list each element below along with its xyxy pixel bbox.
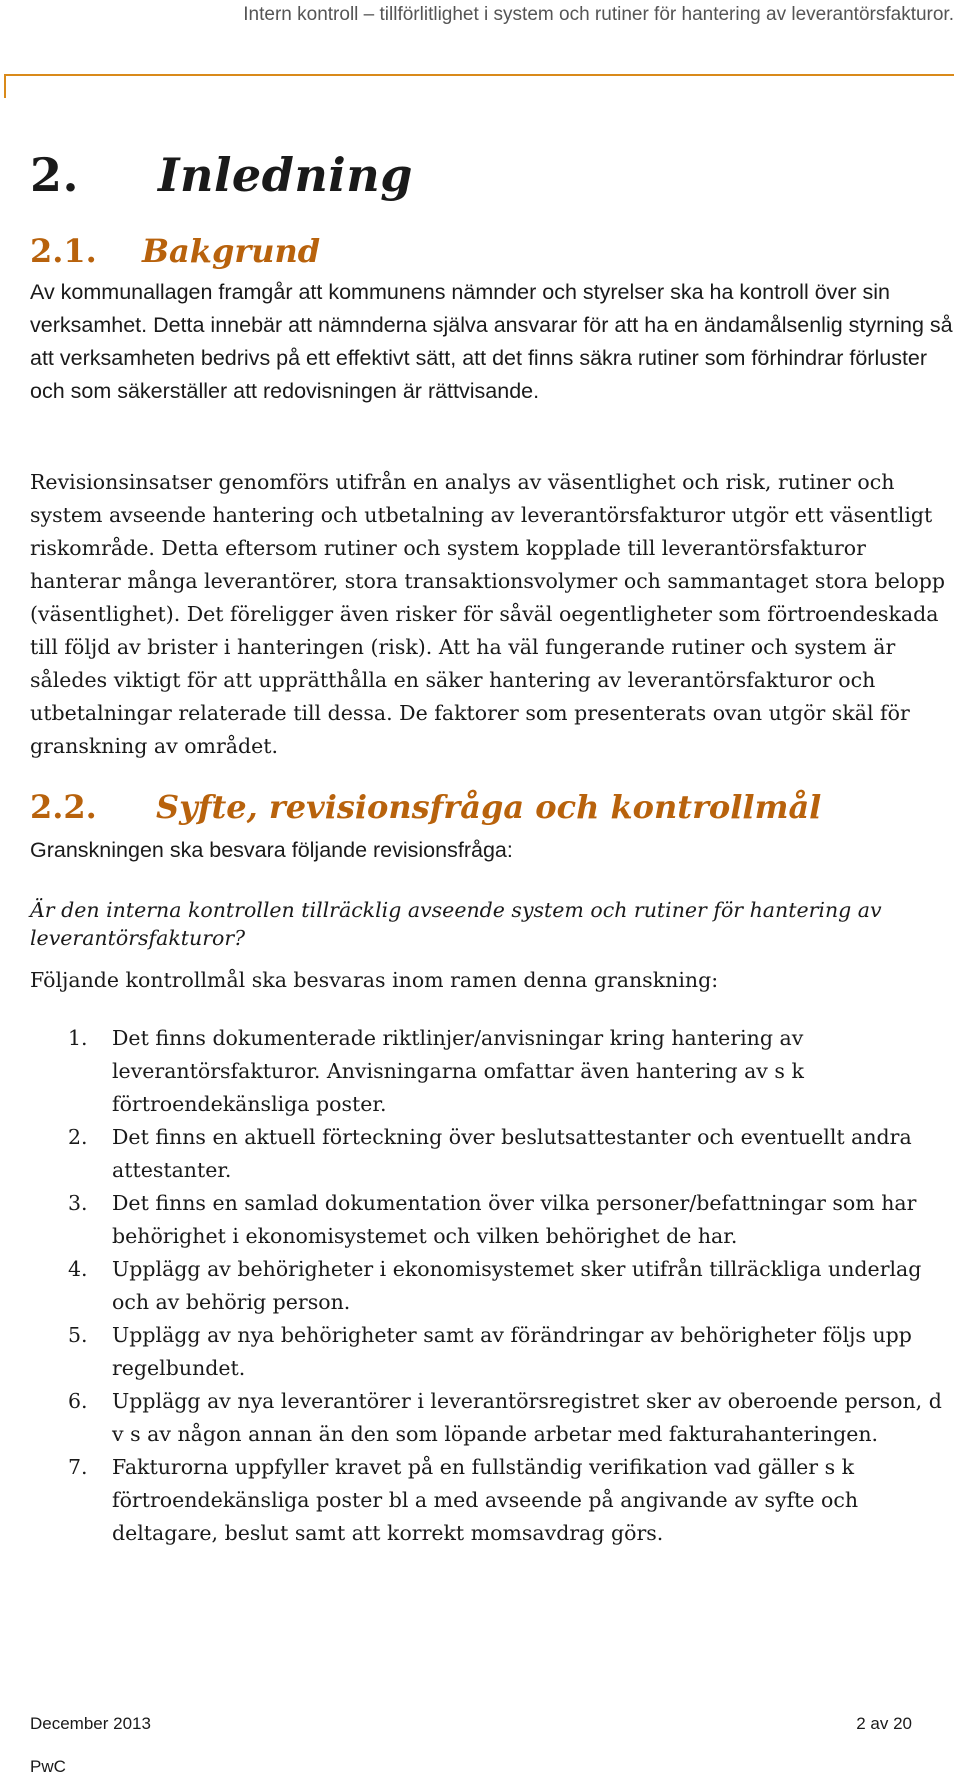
list-item-number: 3.: [68, 1191, 88, 1215]
list-item: [30, 1451, 955, 1550]
list-item-text: Fakturorna uppfyller kravet på en fullständig verifikation vad gäller s k förtroendekänsliga poster bl a med avseende på angivande av syfte och deltagare, beslut samt att korrekt momsavdrag görs.: [112, 1455, 859, 1545]
list-item: [30, 1121, 955, 1187]
section-title: Syfte, revisionsfråga och kontrollmål: [156, 788, 822, 826]
section-number: 2.1.: [30, 232, 97, 270]
list-item-text: Det finns en samlad dokumentation över vilka personer/befattningar som har behörighet i ekonomisystemet och vilken behörighet de har.: [112, 1191, 917, 1248]
chapter-number: 2.: [30, 148, 80, 202]
list-item-number: 6.: [68, 1389, 88, 1413]
bakgrund-paragraph-1: Av kommunallagen framgår att kommunens nämnder och styrelser ska ha kontroll över sin verksamhet. Detta innebär att nämnderna själva ansvarar för att ha en ändamålsenlig styrning så att verksamheten bedrivs på ett effektivt sätt, att det finns säkra rutiner som förhindrar förluster och som säkerställer att redovisningen är rättvisande.: [30, 280, 953, 403]
list-item: [30, 1253, 955, 1319]
list-intro: Följande kontrollmål ska besvaras inom ramen denna granskning:: [30, 968, 719, 992]
list-item-number: 1.: [68, 1026, 88, 1050]
list-item: [30, 1187, 955, 1253]
chapter-heading: [30, 148, 413, 202]
list-item: [30, 1022, 955, 1121]
list-item: [30, 1385, 955, 1451]
footer-company: PwC: [30, 1757, 66, 1776]
list-item-number: 4.: [68, 1257, 88, 1281]
syfte-intro: Granskningen ska besvara följande revisionsfråga:: [30, 838, 513, 862]
footer-page-number: 2 av 20: [856, 1714, 912, 1733]
bakgrund-paragraph-2: Revisionsinsatser genomförs utifrån en analys av väsentlighet och risk, rutiner och system avseende hantering och utbetalning av leverantörsfakturor utgör ett väsentligt riskområde. Detta eftersom rutiner och system kopplade till leverantörsfakturor hanterar många leverantörer, stora transaktionsvolymer och sammantaget stora belopp (väsentlighet). Det föreligger även risker för såväl oegentligheter som förtroendeskada till följd av brister i hanteringen (risk). Att ha väl fungerande rutiner och system är således viktigt för att upprätthålla en säker hantering av leverantörsfakturor och utbetalningar relaterade till dessa. De faktorer som presenterats ovan utgör skäl för granskning av området.: [30, 470, 945, 758]
list-item-number: 7.: [68, 1455, 88, 1479]
running-header: Intern kontroll – tillförlitlighet i system och rutiner för hantering av leverantörsfakturor.: [243, 4, 954, 25]
chapter-title: Inledning: [158, 148, 413, 202]
header-rule-tick: [4, 74, 6, 98]
list-item-text: Upplägg av nya leverantörer i leverantörsregistret sker av oberoende person, d v s av någon annan än den som löpande arbetar med fakturahanteringen.: [112, 1389, 942, 1446]
list-item-text: Det finns dokumenterade riktlinjer/anvisningar kring hantering av leverantörsfakturor. Anvisningarna omfattar även hantering av s k förtroendekänsliga poster.: [112, 1026, 804, 1116]
section-title: Bakgrund: [142, 232, 321, 270]
list-item: [30, 1319, 955, 1385]
footer-date: December 2013: [30, 1714, 151, 1733]
section-heading-syfte: [30, 788, 821, 826]
control-objectives-list: [30, 1022, 955, 1550]
section-heading-bakgrund: [30, 232, 320, 270]
header-rule: [4, 74, 954, 76]
revision-question: Är den interna kontrollen tillräcklig avseende system och rutiner för hantering av leverantörsfakturor?: [30, 898, 882, 950]
section-number: 2.2.: [30, 788, 97, 826]
list-item-text: Upplägg av behörigheter i ekonomisystemet sker utifrån tillräckliga underlag och av behörig person.: [112, 1257, 922, 1314]
list-item-text: Det finns en aktuell förteckning över beslutsattestanter och eventuellt andra attestanter.: [112, 1125, 912, 1182]
list-item-number: 2.: [68, 1125, 88, 1149]
list-item-text: Upplägg av nya behörigheter samt av förändringar av behörigheter följs upp regelbundet.: [112, 1323, 912, 1380]
list-item-number: 5.: [68, 1323, 88, 1347]
